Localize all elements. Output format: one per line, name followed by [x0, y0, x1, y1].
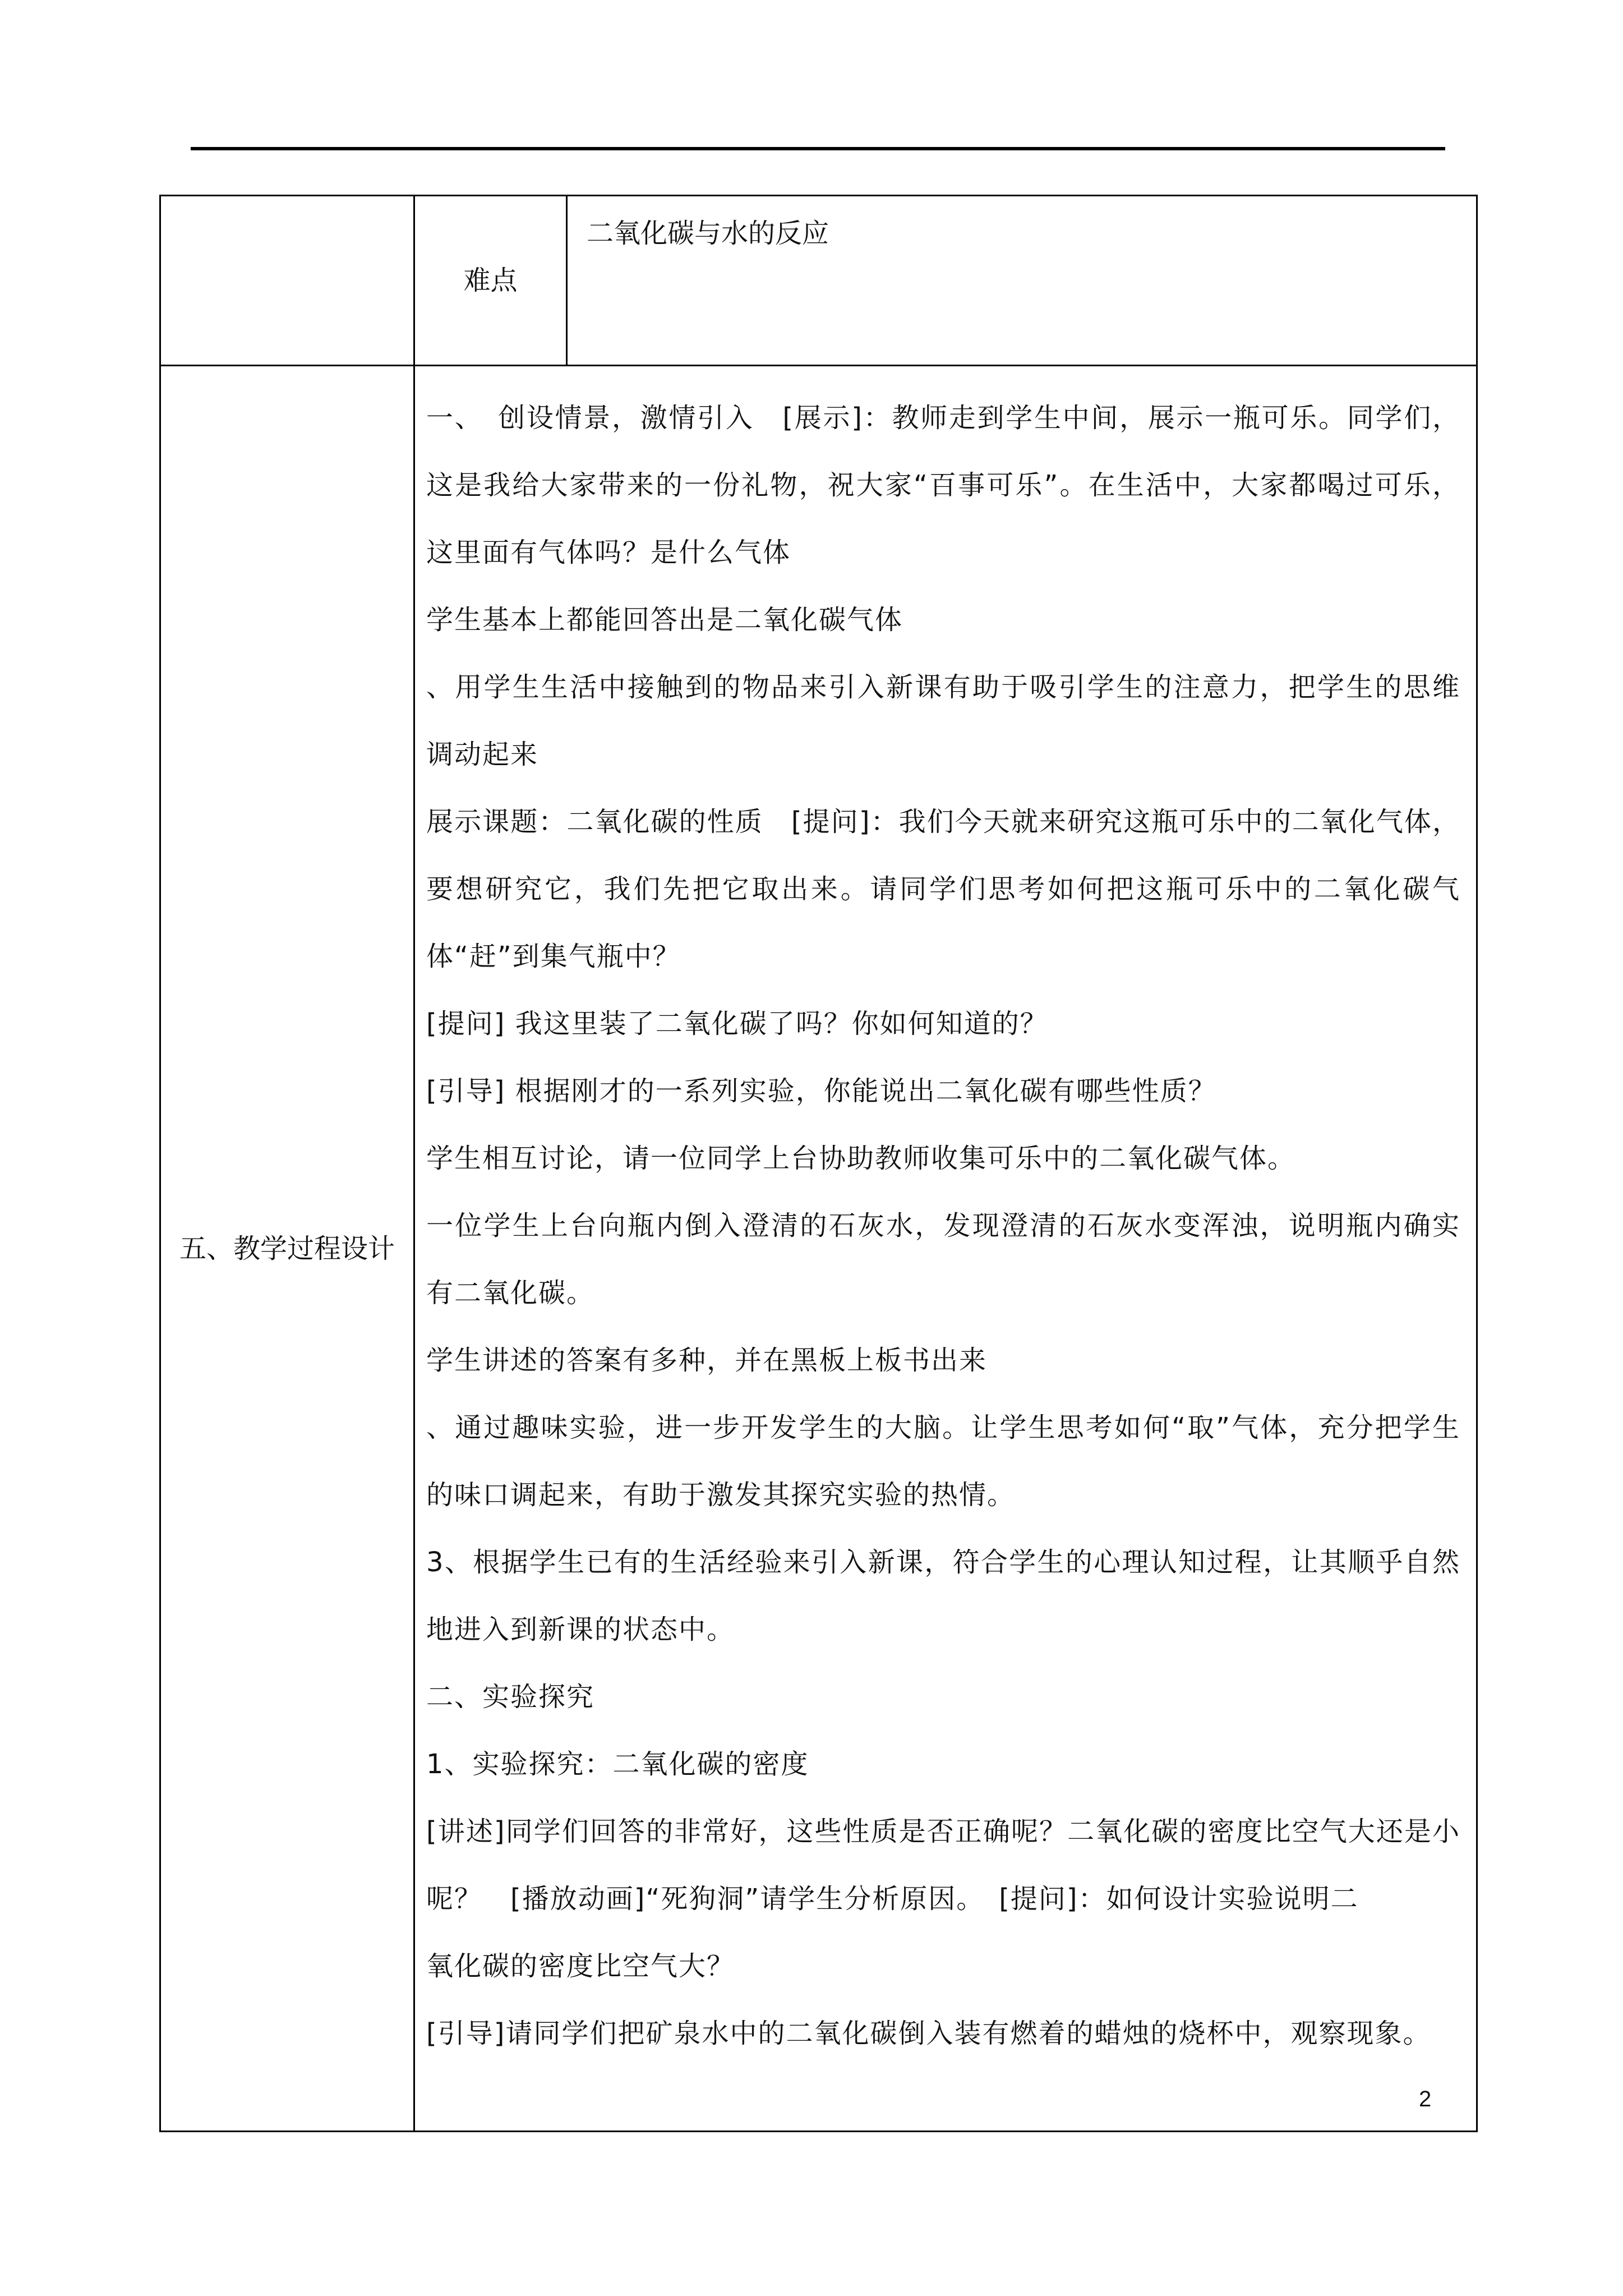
paragraph-guide-candle: [引导]请同学们把矿泉水中的二氧化碳倒入装有燃着的蜡烛的烧杯中，观察现象。 — [426, 2018, 1431, 2049]
paragraph-limewater-test: 一位学生上台向瓶内倒入澄清的石灰水，发现澄清的石灰水变浑浊，说明瓶内确实有二氧化碳。 — [426, 1210, 1460, 1309]
paragraph-density-question: 氧化碳的密度比空气大？ — [426, 1950, 735, 1982]
lesson-plan-table — [159, 195, 1478, 2132]
paragraph-student-answer: 学生基本上都能回答出是二氧化碳气体 — [426, 604, 903, 636]
paragraph-design-intent-2: 、通过趣味实验，进一步开发学生的大脑。让学生思考如何“取”气体，充分把学生的味口调起来，有助于激发其探究实验的热情。 — [426, 1412, 1460, 1511]
paragraph-topic-question: 展示课题：二氧化碳的性质 [提问]：我们今天就来研究这瓶可乐中的二氧化气体，要想研究它，我们先把它取出来。请同学们思考如何把这瓶可乐中的二氧化碳气体“赶”到集气瓶中？ — [426, 806, 1460, 972]
paragraph-narrate-density: [讲述]同学们回答的非常好，这些性质是否正确呢？二氧化碳的密度比空气大还是小呢？ [播放动画]“死狗洞”请学生分析原因。 [提问]：如何设计实验说明二 — [426, 1816, 1460, 1915]
difficulty-content: 二氧化碳与水的反应 — [567, 196, 1477, 366]
paragraph-guide-properties: [引导] 根据刚才的一系列实验，你能说出二氧化碳有哪些性质？ — [426, 1075, 1216, 1107]
header-rule — [191, 147, 1445, 150]
difficulty-label: 难点 — [414, 196, 567, 366]
paragraph-student-discussion: 学生相互讨论，请一位同学上台协助教师收集可乐中的二氧化碳气体。 — [426, 1143, 1296, 1174]
empty-section-cell — [160, 196, 414, 366]
paragraph-experiment-density: 1、实验探究：二氧化碳的密度 — [426, 1749, 809, 1780]
paragraph-blackboard: 学生讲述的答案有多种，并在黑板上板书出来 — [426, 1345, 988, 1376]
process-row — [160, 366, 1477, 2132]
paragraph-section-experiment: 二、实验探究 — [426, 1681, 595, 1713]
difficulty-row — [160, 196, 1477, 366]
process-section-label: 五、教学过程设计 — [160, 366, 414, 2132]
paragraph-design-intent-3: 3、根据学生已有的生活经验来引入新课，符合学生的心理认知过程，让其顺乎自然地进入到新课的状态中。 — [426, 1547, 1460, 1645]
page-number: 2 — [1419, 2087, 1432, 2111]
paragraph-question-verify: [提问] 我这里装了二氧化碳了吗？你如何知道的？ — [426, 1008, 1048, 1039]
process-content — [414, 366, 1477, 2132]
paragraph-design-intent-1: 、用学生生活中接触到的物品来引入新课有助于吸引学生的注意力，把学生的思维调动起来 — [426, 671, 1460, 770]
paragraph-intro-scenario: 一、 创设情景，激情引入 [展示]：教师走到学生中间，展示一瓶可乐。同学们，这是我给大家带来的一份礼物，祝大家“百事可乐”。在生活中，大家都喝过可乐，这里面有气体吗？是什么气体 — [426, 402, 1460, 568]
